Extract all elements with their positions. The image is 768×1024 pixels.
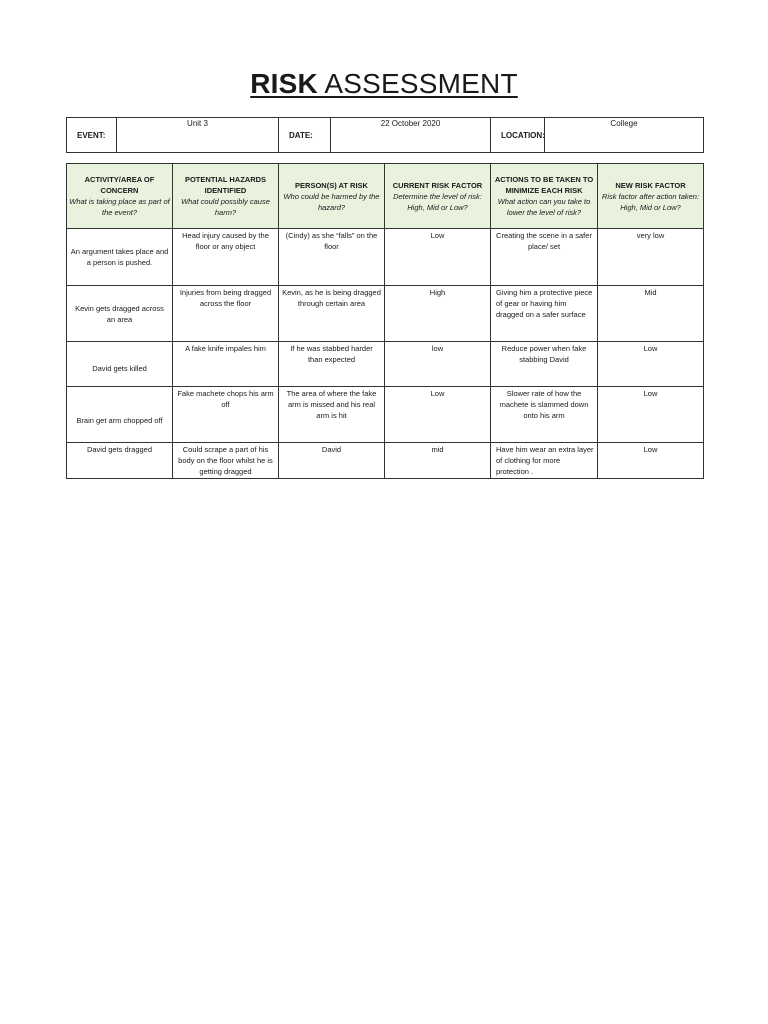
- header-new-risk: NEW RISK FACTOR Risk factor after action taken: High, Mid or Low?: [598, 164, 704, 229]
- date-label: DATE:: [279, 118, 331, 153]
- cell-hazard: Head injury caused by the floor or any object: [173, 229, 279, 286]
- table-row: [67, 342, 704, 387]
- header-activity: ACTIVITY/AREA OF CONCERN What is taking place as part of the event?: [67, 164, 173, 229]
- risk-assessment-table: [66, 163, 704, 479]
- title-bold: RISK: [250, 68, 318, 99]
- cell-persons: Kevin, as he is being dragged through certain area: [279, 286, 385, 342]
- cell-activity: An argument takes place and a person is pushed.: [67, 229, 173, 286]
- cell-activity: Kevin gets dragged across an area: [67, 286, 173, 342]
- cell-actions: Reduce power when fake stabbing David: [491, 342, 598, 387]
- cell-persons: The area of where the fake arm is missed and his real arm is hit: [279, 387, 385, 443]
- cell-activity: David gets dragged: [67, 443, 173, 479]
- cell-current-risk: Low: [385, 387, 491, 443]
- table-row: [67, 387, 704, 443]
- cell-activity: Brain get arm chopped off: [67, 387, 173, 443]
- cell-hazard: Injuries from being dragged across the floor: [173, 286, 279, 342]
- cell-hazard: A fake knife impales him: [173, 342, 279, 387]
- location-value: College: [545, 118, 704, 153]
- cell-actions: Giving him a protective piece of gear or having him dragged on a safer surface: [491, 286, 598, 342]
- cell-activity: David gets killed: [67, 342, 173, 387]
- location-label: LOCATION:: [491, 118, 545, 153]
- cell-new-risk: Low: [598, 387, 704, 443]
- table-row: [67, 443, 704, 479]
- cell-persons: David: [279, 443, 385, 479]
- cell-actions: Slower rate of how the machete is slammed down onto his arm: [491, 387, 598, 443]
- header-row: [67, 164, 704, 229]
- table-row: [67, 286, 704, 342]
- table-row: [67, 229, 704, 286]
- cell-new-risk: Low: [598, 443, 704, 479]
- event-details-table: [66, 117, 704, 153]
- cell-actions: Have him wear an extra layer of clothing for more protection .: [491, 443, 598, 479]
- header-actions: ACTIONS TO BE TAKEN TO MINIMIZE EACH RISK What action can you take to lower the level of risk?: [491, 164, 598, 229]
- cell-new-risk: Mid: [598, 286, 704, 342]
- page-title: [0, 68, 768, 100]
- cell-hazard: Could scrape a part of his body on the floor whilst he is getting dragged: [173, 443, 279, 479]
- event-label: EVENT:: [67, 118, 117, 153]
- cell-persons: If he was stabbed harder than expected: [279, 342, 385, 387]
- header-hazards: POTENTIAL HAZARDS IDENTIFIED What could possibly cause harm?: [173, 164, 279, 229]
- date-value: 22 October 2020: [331, 118, 491, 153]
- event-details-row: [67, 118, 704, 153]
- cell-actions: Creating the scene in a safer place/ set: [491, 229, 598, 286]
- cell-current-risk: mid: [385, 443, 491, 479]
- cell-new-risk: very low: [598, 229, 704, 286]
- cell-current-risk: Low: [385, 229, 491, 286]
- cell-hazard: Fake machete chops his arm off: [173, 387, 279, 443]
- event-value: Unit 3: [117, 118, 279, 153]
- cell-new-risk: Low: [598, 342, 704, 387]
- cell-current-risk: low: [385, 342, 491, 387]
- header-persons: PERSON(S) AT RISK Who could be harmed by the hazard?: [279, 164, 385, 229]
- cell-current-risk: High: [385, 286, 491, 342]
- title-rest: ASSESSMENT: [317, 68, 518, 99]
- cell-persons: (Cindy) as she “falls” on the floor: [279, 229, 385, 286]
- header-current-risk: CURRENT RISK FACTOR Determine the level of risk: High, Mid or Low?: [385, 164, 491, 229]
